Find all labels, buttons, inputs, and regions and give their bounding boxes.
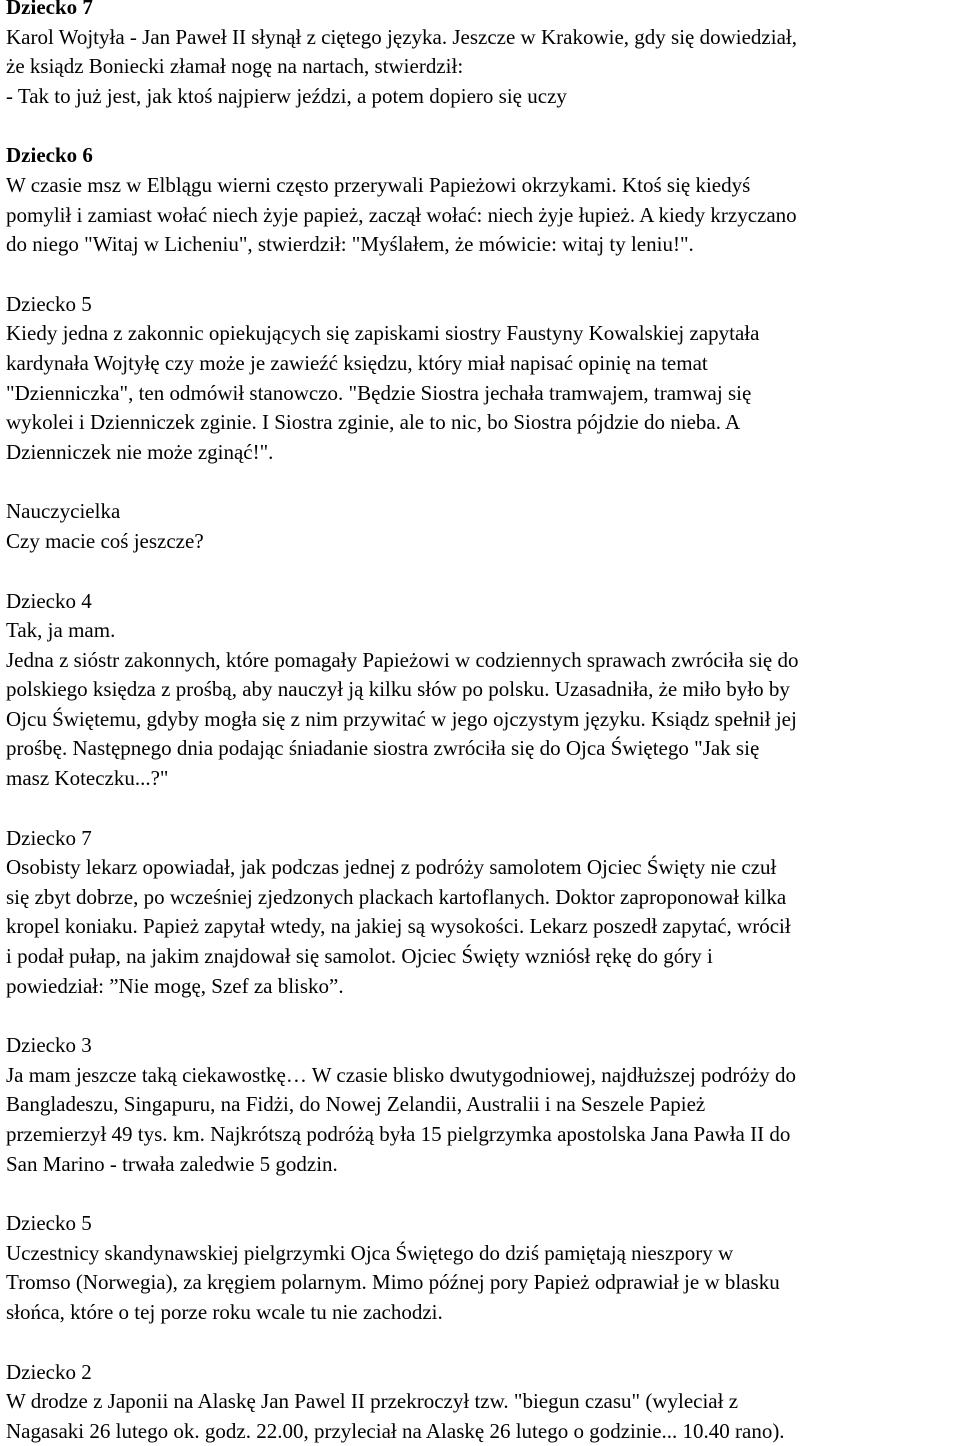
speaker-name: Dziecko 5 — [6, 1211, 92, 1236]
text-line: Tak, ja mam. — [6, 618, 116, 643]
text-line: kropel koniaku. Papież zapytał wtedy, na jakiej są wysokości. Lekarz poszedł zapytać, wrócił — [6, 914, 791, 939]
text-line: "Dzienniczka", ten odmówił stanowczo. "Będzie Siostra jechała tramwajem, tramwaj się — [6, 380, 752, 405]
speaker-name: Dziecko 2 — [6, 1359, 92, 1384]
speaker-name: Dziecko 7 — [6, 0, 93, 19]
speaker-name: Dziecko 5 — [6, 291, 92, 316]
dialogue-section — [6, 1358, 954, 1446]
dialogue-section — [6, 1209, 954, 1327]
text-line: Nagasaki 26 lutego ok. godz. 22.00, przyleciał na Alaskę 26 lutego o godzinie... 10.40 rano). — [6, 1418, 785, 1443]
speaker-name: Dziecko 3 — [6, 1033, 92, 1058]
text-line: do niego "Witaj w Licheniu", stwierdził: "Myślałem, że mówicie: witaj ty leniu!". — [6, 232, 694, 257]
text-line: - Tak to już jest, jak ktoś najpierw jeździ, a potem dopiero się uczy — [6, 83, 567, 108]
document-body — [6, 0, 954, 1446]
text-line: Ja mam jeszcze taką ciekawostkę… W czasie blisko dwutygodniowej, najdłuższej podróży do — [6, 1062, 796, 1087]
text-line: Bangladeszu, Singapuru, na Fidżi, do Nowej Zelandii, Australii i na Seszele Papież — [6, 1092, 706, 1117]
speaker-name: Dziecko 7 — [6, 825, 92, 850]
text-line: Dzienniczek nie może zginąć!". — [6, 439, 274, 464]
dialogue-section — [6, 290, 954, 468]
text-line: Tromso (Norwegia), za kręgiem polarnym. Mimo późnej pory Papież odprawiał je w blasku — [6, 1270, 780, 1295]
speaker-name: Nauczycielka — [6, 499, 121, 524]
text-line: słońca, które o tej porze roku wcale tu nie zachodzi. — [6, 1299, 443, 1324]
text-line: Uczestnicy skandynawskiej pielgrzymki Ojca Świętego do dziś pamiętają nieszpory w — [6, 1240, 734, 1265]
text-line: że ksiądz Boniecki złamał nogę na nartach, stwierdził: — [6, 54, 464, 79]
dialogue-section — [6, 824, 954, 1002]
text-line: powiedział: ”Nie mogę, Szef za blisko”. — [6, 973, 344, 998]
text-line: W drodze z Japonii na Alaskę Jan Pawel II przekroczył tzw. "biegun czasu" (wyleciał z — [6, 1389, 739, 1414]
text-line: W czasie msz w Elblągu wierni często przerywali Papieżowi okrzykami. Ktoś się kiedyś — [6, 172, 751, 197]
dialogue-section — [6, 0, 954, 111]
text-line: wykolei i Dzienniczek zginie. I Siostra zginie, ale to nic, bo Siostra pójdzie do nieba. A — [6, 410, 741, 435]
text-line: przemierzył 49 tys. km. Najkrótszą podróżą była 15 pielgrzymka apostolska Jana Pawła II do — [6, 1122, 791, 1146]
text-line: Czy macie coś jeszcze? — [6, 528, 204, 553]
text-line: Osobisty lekarz opowiadał, jak podczas jednej z podróży samolotem Ojciec Święty nie czuł — [6, 855, 777, 880]
text-line: prośbę. Następnego dnia podając śniadanie siostra zwróciła się do Ojca Świętego "Jak się — [6, 736, 760, 761]
text-line: kardynała Wojtyłę czy może je zawieźć księdzu, który miał napisać opinię na temat — [6, 350, 708, 375]
text-line: San Marino - trwała zaledwie 5 godzin. — [6, 1151, 338, 1176]
text-line: polskiego księdza z prośbą, aby nauczył ją kilku słów po polsku. Uzasadniła, że miło było by — [6, 677, 790, 702]
text-line: masz Koteczku...?" — [6, 766, 169, 791]
text-line: Kiedy jedna z zakonnic opiekujących się zapiskami siostry Faustyny Kowalskiej zapytała — [6, 321, 760, 346]
text-line: Jedna z sióstr zakonnych, które pomagały Papieżowi w codziennych sprawach zwróciła się do — [6, 647, 799, 672]
speaker-name: Dziecko 4 — [6, 588, 92, 613]
text-line: i podał pułap, na jakim znajdował się samolot. Ojciec Święty wzniósł rękę do góry i — [6, 944, 713, 969]
dialogue-section — [6, 497, 954, 556]
text-line: Ojcu Świętemu, gdyby mogła się z nim przywitać w jego ojczystym języku. Ksiądz spełnił jej — [6, 706, 797, 731]
dialogue-section — [6, 587, 954, 794]
dialogue-section — [6, 141, 954, 259]
text-line: Karol Wojtyła - Jan Paweł II słynął z ciętego języka. Jeszcze w Krakowie, gdy się dowiedział, — [6, 24, 797, 49]
dialogue-section — [6, 1031, 954, 1179]
text-line: pomylił i zamiast wołać niech żyje papież, zaczął wołać: niech żyje łupież. A kiedy krzyczano — [6, 202, 797, 227]
text-line: się zbyt dobrze, po wcześniej zjedzonych plackach kartoflanych. Doktor zaproponował kilka — [6, 884, 787, 909]
speaker-name: Dziecko 6 — [6, 143, 93, 168]
